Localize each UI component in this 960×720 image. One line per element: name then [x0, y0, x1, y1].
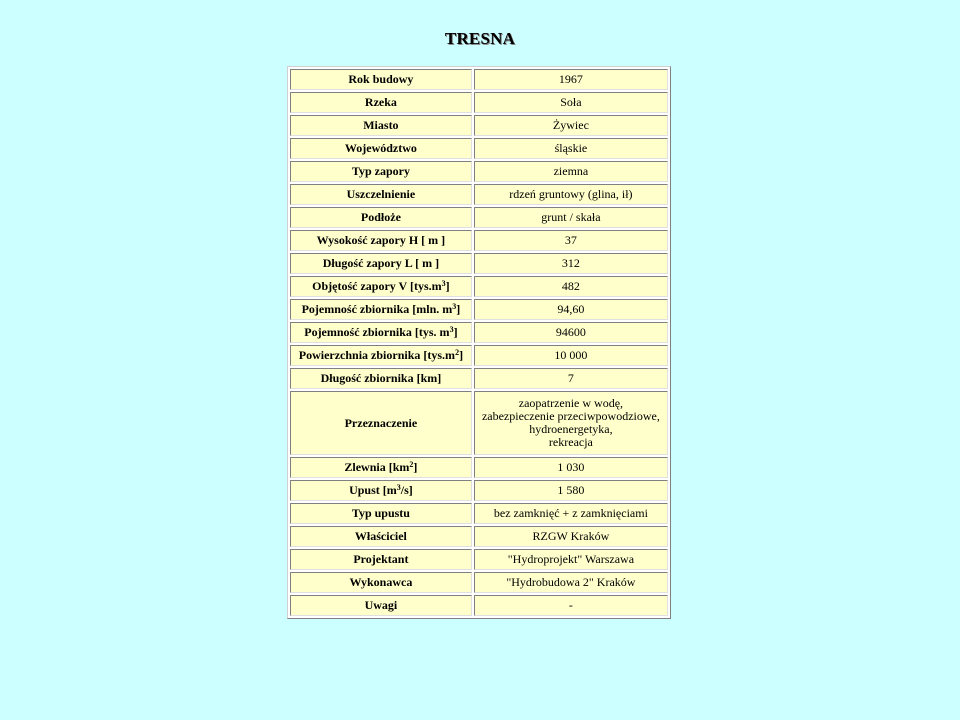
- table-row: [290, 92, 668, 113]
- row-value: ziemna: [474, 161, 668, 182]
- row-label: Wysokość zapory H [ m ]: [290, 230, 472, 251]
- row-value: [474, 391, 668, 455]
- table-row: [290, 115, 668, 136]
- table-row: [290, 276, 668, 297]
- row-value: rdzeń gruntowy (glina, ił): [474, 184, 668, 205]
- row-value: -: [474, 595, 668, 616]
- row-value: 1 030: [474, 457, 668, 478]
- table-row: [290, 322, 668, 343]
- row-value: grunt / skała: [474, 207, 668, 228]
- table-row: [290, 345, 668, 366]
- label-text-end: /s]: [400, 483, 413, 497]
- value-line: hydroenergetyka,: [529, 422, 613, 436]
- row-value: 1967: [474, 69, 668, 90]
- label-text-end: ]: [453, 325, 458, 339]
- label-text-end: ]: [456, 302, 461, 316]
- row-value: Żywiec: [474, 115, 668, 136]
- row-label: Miasto: [290, 115, 472, 136]
- table-row: [290, 503, 668, 524]
- row-value: śląskie: [474, 138, 668, 159]
- label-text-end: ]: [445, 279, 450, 293]
- label-text: Upust [m: [349, 483, 397, 497]
- value-line: zaopatrzenie w wodę,: [518, 396, 624, 410]
- row-value: "Hydroprojekt" Warszawa: [474, 549, 668, 570]
- table-row: [290, 69, 668, 90]
- label-superscript: 3: [452, 302, 457, 311]
- table-row: [290, 368, 668, 389]
- table-row: [290, 207, 668, 228]
- row-label: [290, 299, 472, 320]
- row-value: "Hydrobudowa 2" Kraków: [474, 572, 668, 593]
- table-row: [290, 549, 668, 570]
- row-label: Typ upustu: [290, 503, 472, 524]
- label-superscript: 3: [396, 483, 401, 492]
- label-superscript: 2: [409, 460, 414, 469]
- label-text-end: ]: [413, 460, 418, 474]
- table-row: [290, 184, 668, 205]
- dam-info-table: [287, 66, 671, 619]
- label-text: Pojemność zbiornika [mln. m: [301, 302, 453, 316]
- row-label: Długość zbiornika [km]: [290, 368, 472, 389]
- row-value: 1 580: [474, 480, 668, 501]
- row-value: Soła: [474, 92, 668, 113]
- table-row: [290, 480, 668, 501]
- row-value: RZGW Kraków: [474, 526, 668, 547]
- table-row: [290, 595, 668, 616]
- table-row: [290, 457, 668, 478]
- row-label: Projektant: [290, 549, 472, 570]
- row-label: Wykonawca: [290, 572, 472, 593]
- row-label: Rok budowy: [290, 69, 472, 90]
- label-text: Objętość zapory V [tys.m: [312, 279, 442, 293]
- row-label: [290, 322, 472, 343]
- label-text: Zlewnia [km: [344, 460, 410, 474]
- row-label: Uwagi: [290, 595, 472, 616]
- row-label: Podłoże: [290, 207, 472, 228]
- row-value: 37: [474, 230, 668, 251]
- table-row: [290, 161, 668, 182]
- label-superscript: 3: [441, 279, 446, 288]
- label-text-end: ]: [459, 348, 464, 362]
- row-label: Rzeka: [290, 92, 472, 113]
- page-title: TRESNA: [444, 29, 516, 48]
- row-label: [290, 480, 472, 501]
- row-value: 10 000: [474, 345, 668, 366]
- row-label: [290, 276, 472, 297]
- table-row: [290, 391, 668, 455]
- row-value: 482: [474, 276, 668, 297]
- row-label: Typ zapory: [290, 161, 472, 182]
- label-superscript: 2: [455, 348, 460, 357]
- row-label: Długość zapory L [ m ]: [290, 253, 472, 274]
- row-value: 94,60: [474, 299, 668, 320]
- row-label: [290, 345, 472, 366]
- value-line: rekreacja: [548, 435, 593, 449]
- table-row: [290, 572, 668, 593]
- row-label: [290, 457, 472, 478]
- table-row: [290, 253, 668, 274]
- table-row: [290, 138, 668, 159]
- value-line: zabezpieczenie przeciwpowodziowe,: [481, 409, 660, 423]
- table-row: [290, 299, 668, 320]
- row-label: Uszczelnienie: [290, 184, 472, 205]
- row-label: Województwo: [290, 138, 472, 159]
- table-row: [290, 526, 668, 547]
- label-text: Pojemność zbiornika [tys. m: [304, 325, 450, 339]
- table-row: [290, 230, 668, 251]
- row-value: 312: [474, 253, 668, 274]
- label-superscript: 3: [449, 325, 454, 334]
- label-text: Powierzchnia zbiornika [tys.m: [298, 348, 456, 362]
- row-value: 94600: [474, 322, 668, 343]
- row-label: Właściciel: [290, 526, 472, 547]
- row-value: bez zamknięć + z zamknięciami: [474, 503, 668, 524]
- row-value: 7: [474, 368, 668, 389]
- row-label: Przeznaczenie: [290, 391, 472, 455]
